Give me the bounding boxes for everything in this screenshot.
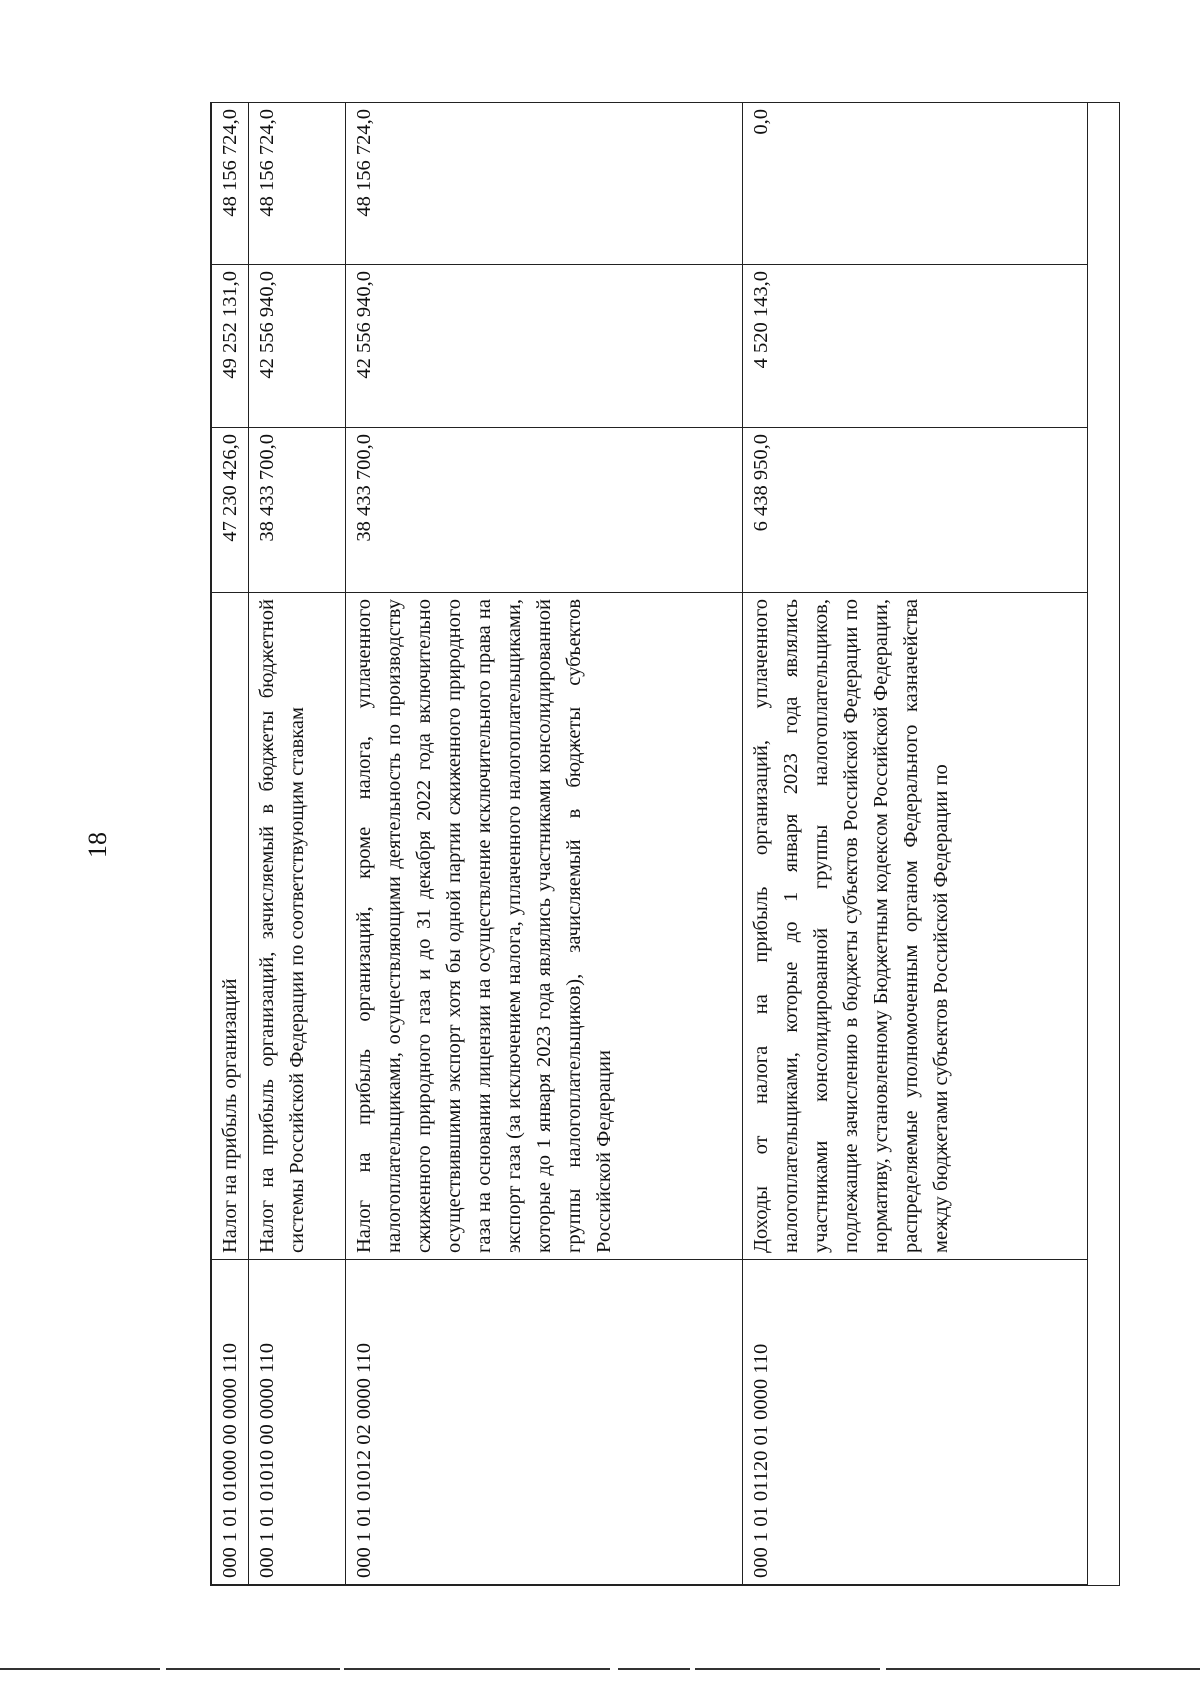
row-value-3: 48 156 724,0 <box>212 103 249 265</box>
row-code: 000 1 01 01012 02 0000 110 <box>346 1260 743 1585</box>
scan-edge-line <box>0 1668 1200 1670</box>
row-name: Доходы от налога на прибыль организаций, уплаченного налогоплательщиками, которые до 1 января 2023 года являлись участниками консолидированной группы налогоплательщиков, подлежащие зачислению в бюджеты субъектов Российской Федерации по нормативу, установленному Бюджетным кодексом Российской Федерации, распределяемые уполномоченным органом Федерального казначейства между бюджетами субъектов Российской Федерации по <box>743 593 1088 1260</box>
row-value-1: 38 433 700,0 <box>346 428 743 593</box>
row-value-1: 47 230 426,0 <box>212 428 249 593</box>
row-value-1: 38 433 700,0 <box>249 428 346 593</box>
row-name: Налог на прибыль организаций, зачисляемый в бюджеты бюджетной системы Российской Федерации по соответствующим ставкам <box>249 593 346 1260</box>
row-value-2: 4 520 143,0 <box>743 265 1088 428</box>
table-row <box>346 103 743 1585</box>
row-value-2: 49 252 131,0 <box>212 265 249 428</box>
row-name: Налог на прибыль организаций, кроме налога, уплаченного налогоплательщиками, осуществляющими деятельность по производству сжиженного природного газа и до 31 декабря 2022 года включительно осуществившими экспорт хотя бы одной партии сжиженного природного газа на основании лицензии на осуществление исключительного права на экспорт газа (за исключением налога, уплаченного налогоплательщиками, которые до 1 января 2023 года являлись участниками консолидированной группы налогоплательщиков), зачисляемый в бюджеты субъектов Российской Федерации <box>346 593 743 1260</box>
row-value-3: 0,0 <box>743 103 1088 265</box>
rotated-table-content <box>211 103 1117 1585</box>
row-value-2: 42 556 940,0 <box>249 265 346 428</box>
table-row <box>743 103 1088 1585</box>
row-code: 000 1 01 01120 01 0000 110 <box>743 1260 1088 1585</box>
row-code: 000 1 01 01010 00 0000 110 <box>249 1260 346 1585</box>
revenue-table <box>210 102 1120 1586</box>
row-name: Налог на прибыль организаций <box>212 593 249 1260</box>
table-row <box>249 103 346 1585</box>
page-number: 18 <box>83 832 112 858</box>
row-value-2: 42 556 940,0 <box>346 265 743 428</box>
budget-table <box>211 102 1088 1585</box>
row-value-3: 48 156 724,0 <box>346 103 743 265</box>
row-value-1: 6 438 950,0 <box>743 428 1088 593</box>
row-value-3: 48 156 724,0 <box>249 103 346 265</box>
table-row <box>212 103 249 1585</box>
row-code: 000 1 01 01000 00 0000 110 <box>212 1260 249 1585</box>
